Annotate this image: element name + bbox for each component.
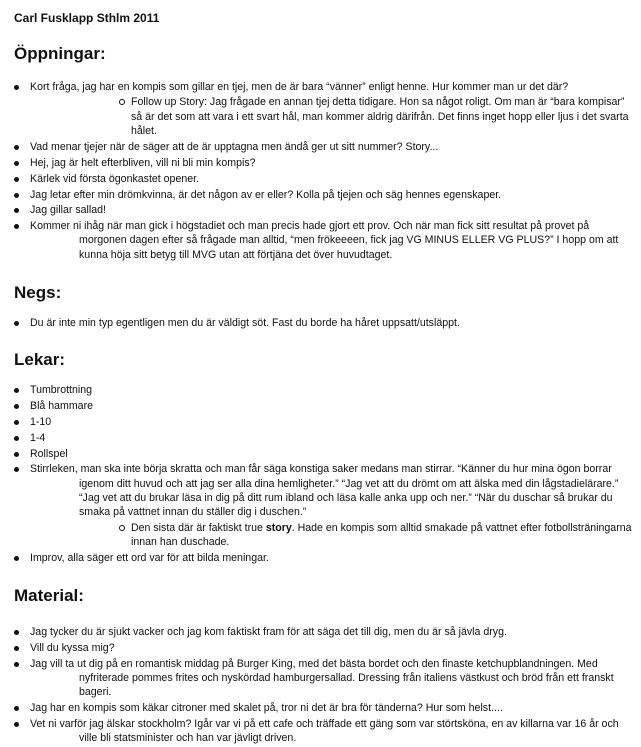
list-item: Tumbrottning <box>14 383 634 397</box>
list-item: Vill du kyssa mig? <box>14 641 634 655</box>
bullet-icon <box>14 646 19 651</box>
bullet-icon <box>14 630 19 635</box>
sub-list-item: Den sista där är faktiskt true story. Hade en kompis som alltid smakade på vattnet efter fotbollsträningarna innan han duschade. <box>30 521 634 550</box>
list-oppningar <box>14 80 634 262</box>
bullet-icon <box>14 224 19 229</box>
document-title: Carl Fusklapp Sthlm 2011 <box>14 11 160 25</box>
section-heading-material: Material: <box>14 585 84 605</box>
list-item: Jag vill ta ut dig på en romantisk middag på Burger King, med det bästa bordet och den finaste ketchupblandningen. Med nyfriterade pommes frites och nyskördad hamburgersallad. Dressing från italiens västkust och bröd från ett franskt bageri. <box>14 657 634 700</box>
sub-list-item: Follow up Story: Jag frågade en annan tjej detta tidigare. Hon sa något roligt. Om man är “bara kompisar” så är det som att vara i ett svart hål, man kommer aldrig därifrån. Det finns inget hopp eller ljus i det svarta hålet. <box>30 95 634 138</box>
section-heading-negs: Negs: <box>14 282 62 302</box>
list-item: Vet ni varför jag älskar stockholm? Igår var vi på ett cafe och träffade ett gäng som var störtsköna, en av killarna var 16 år och ville bli statsminister och han var jävligt driven. <box>14 717 634 746</box>
bullet-icon <box>14 177 19 182</box>
list-item: Kort fråga, jag har en kompis som gillar en tjej, men de är bara “vänner” enligt henne. Hur kommer man ur det där? Follow up Story: Jag frågade en annan tjej detta tidigare. Hon sa något roligt. Om man är “bara kompisar” så är det som att vara i ett svart hål, man kommer aldrig därifrån. Det finns inget hopp eller ljus i det svarta hålet. <box>14 80 634 138</box>
bullet-icon <box>14 388 19 393</box>
section-heading-oppningar: Öppningar: <box>14 44 106 63</box>
list-negs <box>14 316 634 330</box>
bullet-icon <box>14 193 19 198</box>
circle-bullet-icon <box>119 99 125 105</box>
bullet-icon <box>14 145 19 150</box>
bullet-icon <box>14 420 19 425</box>
list-material <box>14 625 634 745</box>
bullet-icon <box>14 706 19 711</box>
bullet-icon <box>14 662 19 667</box>
circle-bullet-icon <box>119 525 125 531</box>
bullet-icon <box>14 452 19 457</box>
bullet-icon <box>14 208 19 213</box>
list-item: Improv, alla säger ett ord var för att bilda meningar. <box>14 551 634 565</box>
bullet-icon <box>14 556 19 561</box>
list-item: Stirrleken, man ska inte börja skratta och man får säga konstiga saker medans man stirrar. “Känner du hur mina ögon borrar igenom ditt huvud och att jag ser alla dina hemligheter.” “Jag vet att du drömt om att älska med din lågstadielärare.” “Jag vet att du brukar läsa in dig på ditt rum ibland och läsa kalle anka upp och ner.” “När du duschar så brukar du smaka på vattnet innan du ställer dig i duschen.” Den sista där är faktiskt true story. Hade en kompis som alltid smakade på vattnet efter fotbollsträningarna innan han duschade. <box>14 462 634 549</box>
list-item: Jag gillar sallad! <box>14 203 634 217</box>
list-item: Kärlek vid första ögonkastet opener. <box>14 172 634 186</box>
list-item: Jag tycker du är sjukt vacker och jag kom faktiskt fram för att säga det till dig, men du är så jävla dryg. <box>14 625 634 639</box>
bullet-icon <box>14 722 19 727</box>
list-item: Rollspel <box>14 447 634 461</box>
list-item: 1-10 <box>14 415 634 429</box>
list-item: Hej, jag är helt efterbliven, vill ni bli min kompis? <box>14 156 634 170</box>
list-item: 1-4 <box>14 431 634 445</box>
list-item: Kommer ni ihåg när man gick i högstadiet och man precis hade gjort ett prov. Och när man fick sitt resultat på provet på morgonen dagen efter så frågade man alltid, “men frökeeeen, fick jag VG MINUS ELLER VG PLUS?” I hopp om att kunna höja sitt betyg till MVG utan att förtjäna det över huvudtaget. <box>14 219 634 262</box>
list-item: Blå hammare <box>14 399 634 413</box>
bullet-icon <box>14 436 19 441</box>
bullet-icon <box>14 404 19 409</box>
list-item: Jag letar efter min drömkvinna, är det någon av er eller? Kolla på tjejen och säg hennes egenskaper. <box>14 188 634 202</box>
list-item: Jag har en kompis som käkar citroner med skalet på, tror ni det är bra för tänderna? Hur som helst.... <box>14 701 634 715</box>
list-lekar <box>14 383 634 565</box>
bullet-icon <box>14 161 19 166</box>
sub-list <box>30 521 634 550</box>
list-item: Vad menar tjejer när de säger att de är upptagna men ändå ger ut sitt nummer? Story... <box>14 140 634 154</box>
bullet-icon <box>14 467 19 472</box>
sub-list <box>30 95 634 138</box>
bullet-icon <box>14 85 19 90</box>
bullet-icon <box>14 321 19 326</box>
document <box>14 10 634 747</box>
list-item: Du är inte min typ egentligen men du är väldigt söt. Fast du borde ha håret uppsatt/utsläppt. <box>14 316 634 330</box>
section-heading-lekar: Lekar: <box>14 350 66 370</box>
